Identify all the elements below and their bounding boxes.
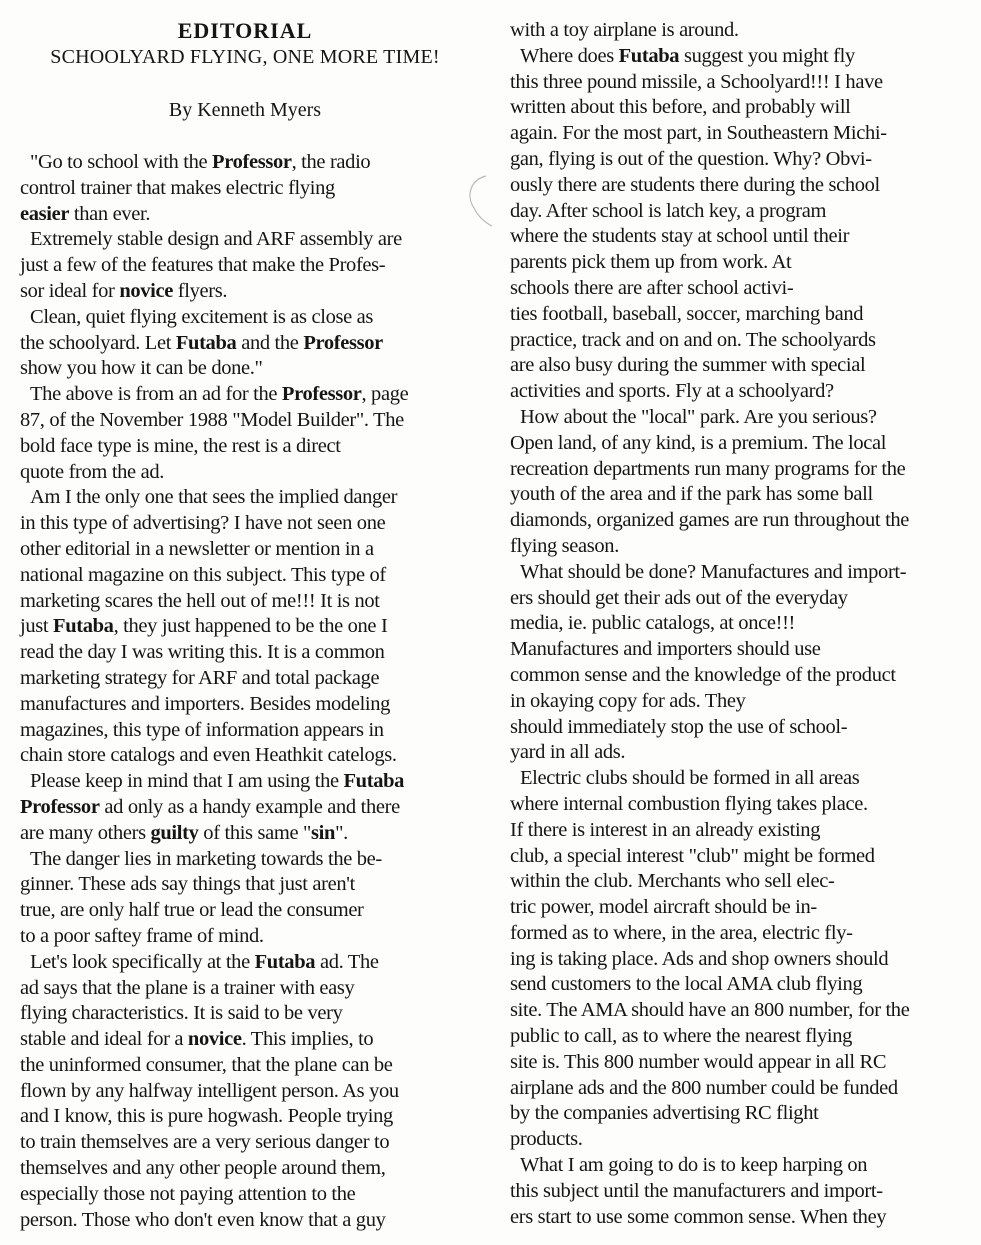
text-line: in okaying copy for ads. They — [510, 689, 746, 712]
text-line: themselves and any other people around them, — [20, 1157, 386, 1180]
text-line: show you how it can be done." — [20, 357, 263, 380]
text-line: ad says that the plane is a trainer with easy — [20, 976, 355, 999]
text-line: What I am going to do is to keep harping on — [520, 1154, 868, 1177]
text-line: to a poor saftey frame of mind. — [20, 924, 264, 947]
text-line: ginner. These ads say things that just aren't — [20, 873, 355, 896]
text-line: are also busy during the summer with special — [510, 354, 866, 377]
text-line: flying characteristics. It is said to be very — [20, 1002, 343, 1025]
text-line: Where does Futaba suggest you might fly — [520, 44, 855, 67]
text-line: activities and sports. Fly at a schoolyard? — [510, 380, 834, 403]
text-line: products. — [510, 1128, 583, 1151]
text-line: read the day I was writing this. It is a common — [20, 641, 385, 664]
text-line: especially those not paying attention to the — [20, 1182, 356, 1205]
text-line: manufactures and importers. Besides modeling — [20, 692, 391, 715]
text-line: in this type of advertising? I have not seen one — [20, 512, 386, 535]
text-line: are many others guilty of this same "sin". — [20, 821, 348, 844]
bold-word: Futaba — [254, 950, 316, 973]
right-column-text — [510, 18, 909, 1230]
byline: By Kenneth Myers — [168, 99, 322, 121]
bold-word: Futaba — [53, 615, 114, 638]
text-line: and I know, this is pure hogwash. People trying — [20, 1105, 393, 1128]
text-line: Extremely stable design and ARF assembly are — [30, 228, 402, 251]
text-line: diamonds, organized games are run throughout the — [510, 509, 910, 532]
text-line: person. Those who don't even know that a guy — [20, 1208, 386, 1231]
text-line: practice, track and on and on. The schoolyards — [510, 328, 876, 351]
text-line: common sense and the knowledge of the product — [510, 663, 896, 686]
bold-word: Futaba — [175, 331, 237, 354]
text-line: tric power, model aircraft should be in- — [510, 896, 817, 919]
text-line: just Futaba, they just happened to be the one I — [20, 615, 388, 638]
text-line: marketing strategy for ARF and total package — [20, 666, 380, 689]
text-line: The danger lies in marketing towards the be- — [30, 847, 382, 870]
text-line: where internal combustion flying takes place. — [510, 792, 868, 815]
text-line: within the club. Merchants who sell elec- — [510, 870, 835, 893]
bold-word: guilty — [150, 821, 199, 844]
text-line: this three pound missile, a Schoolyard!!! I have — [510, 70, 883, 93]
text-line: If there is interest in an already existing — [510, 818, 821, 841]
text-line: recreation departments run many programs for the — [510, 457, 906, 480]
text-line: schools there are after school activi- — [510, 276, 794, 299]
text-line: ously there are students there during the school — [510, 173, 880, 196]
text-line: Clean, quiet flying excitement is as close as — [30, 305, 374, 328]
text-line: Please keep in mind that I am using the Futaba — [30, 770, 405, 793]
text-line: send customers to the local AMA club flying — [510, 973, 863, 996]
bold-word: Professor — [212, 151, 292, 173]
text-line: The above is from an ad for the Professor, page — [30, 383, 409, 406]
text-line: Electric clubs should be formed in all areas — [520, 767, 860, 790]
text-line: Open land, of any kind, is a premium. The local — [510, 431, 887, 454]
text-line: media, ie. public catalogs, at once!!! — [510, 612, 796, 635]
text-line: What should be done? Manufactures and import- — [520, 560, 907, 583]
text-line: marketing scares the hell out of me!!! It is not — [20, 589, 380, 612]
text-line: this subject until the manufacturers and import- — [510, 1179, 883, 1202]
text-line: airplane ads and the 800 number could be funded — [510, 1076, 898, 1099]
text-line: just a few of the features that make the Profes- — [20, 254, 386, 277]
text-line: day. After school is latch key, a program — [510, 199, 827, 222]
bold-word: Professor — [303, 331, 383, 354]
text-line: true, are only half true or lead the consumer — [20, 899, 364, 922]
bold-word: Futaba — [343, 770, 405, 793]
text-line: flown by any halfway intelligent person. As you — [20, 1079, 399, 1102]
bold-word: easier — [20, 202, 70, 225]
text-line: national magazine on this subject. This type of — [20, 563, 386, 586]
text-line: the uninformed consumer, that the plane can be — [20, 1053, 393, 1076]
bold-word: sin — [311, 821, 336, 844]
text-line: public to call, as to where the nearest flying — [510, 1025, 853, 1048]
text-line: quote from the ad. — [20, 460, 165, 483]
text-line: ing is taking place. Ads and shop owners should — [510, 947, 889, 970]
text-line: with a toy airplane is around. — [510, 19, 739, 41]
text-line: by the companies advertising RC flight — [510, 1102, 819, 1125]
text-line: flying season. — [510, 534, 619, 557]
text-line: other editorial in a newsletter or mention in a — [20, 537, 374, 560]
subtitle: SCHOOLYARD FLYING, ONE MORE TIME! — [50, 46, 440, 68]
text-line: ties football, baseball, soccer, marching band — [510, 302, 864, 325]
bold-word: Professor — [281, 383, 362, 406]
text-line: Am I the only one that sees the implied danger — [30, 486, 398, 509]
text-line: club, a special interest "club" might be formed — [510, 844, 875, 867]
text-line: youth of the area and if the park has some ball — [510, 483, 873, 506]
text-line: should immediately stop the use of school- — [510, 715, 848, 738]
text-line: stable and ideal for a novice. This implies, to — [20, 1028, 374, 1051]
text-line: ers start to use some common sense. When they — [510, 1205, 887, 1228]
text-line: written about this before, and probably will — [510, 96, 851, 119]
text-line: control trainer that makes electric flying — [20, 176, 335, 199]
text-line: ers should get their ads out of the everyday — [510, 586, 848, 609]
text-line: where the students stay at school until their — [510, 225, 850, 248]
text-line: Let's look specifically at the Futaba ad. The — [30, 950, 379, 973]
left-column-text — [20, 150, 408, 1233]
text-line: sor ideal for novice flyers. — [20, 279, 228, 302]
page-title: EDITORIAL — [177, 18, 313, 43]
text-line: easier than ever. — [20, 202, 151, 225]
text-line: magazines, this type of information appears in — [20, 718, 384, 741]
pencil-mark — [462, 172, 502, 232]
bold-word: novice — [187, 1028, 242, 1051]
text-line: again. For the most part, in Southeastern Michi- — [510, 122, 887, 145]
text-line: the schoolyard. Let Futaba and the Professor — [20, 331, 383, 354]
text-line: gan, flying is out of the question. Why? Obvi- — [510, 147, 872, 170]
text-line: 87, of the November 1988 "Model Builder". The — [20, 408, 404, 431]
text-line: to train themselves are a very serious danger to — [20, 1131, 390, 1154]
text-line: How about the "local" park. Are you serious? — [520, 405, 877, 428]
bold-word: Professor — [20, 795, 100, 818]
text-line: formed as to where, in the area, electric fly- — [510, 921, 853, 944]
bold-word: novice — [119, 279, 174, 302]
text-line: "Go to school with the Professor, the radio — [30, 151, 371, 173]
text-line: chain store catalogs and even Heathkit catelogs. — [20, 744, 397, 767]
text-line: Manufactures and importers should use — [510, 638, 821, 661]
text-line: bold face type is mine, the rest is a direct — [20, 434, 341, 457]
text-line: parents pick them up from work. At — [510, 251, 792, 274]
bold-word: Futaba — [618, 44, 680, 67]
text-line: Professor ad only as a handy example and there — [20, 795, 400, 818]
text-line: site. The AMA should have an 800 number, for the — [510, 999, 910, 1022]
text-line: site is. This 800 number would appear in all RC — [510, 1050, 887, 1073]
text-line: yard in all ads. — [510, 741, 626, 764]
